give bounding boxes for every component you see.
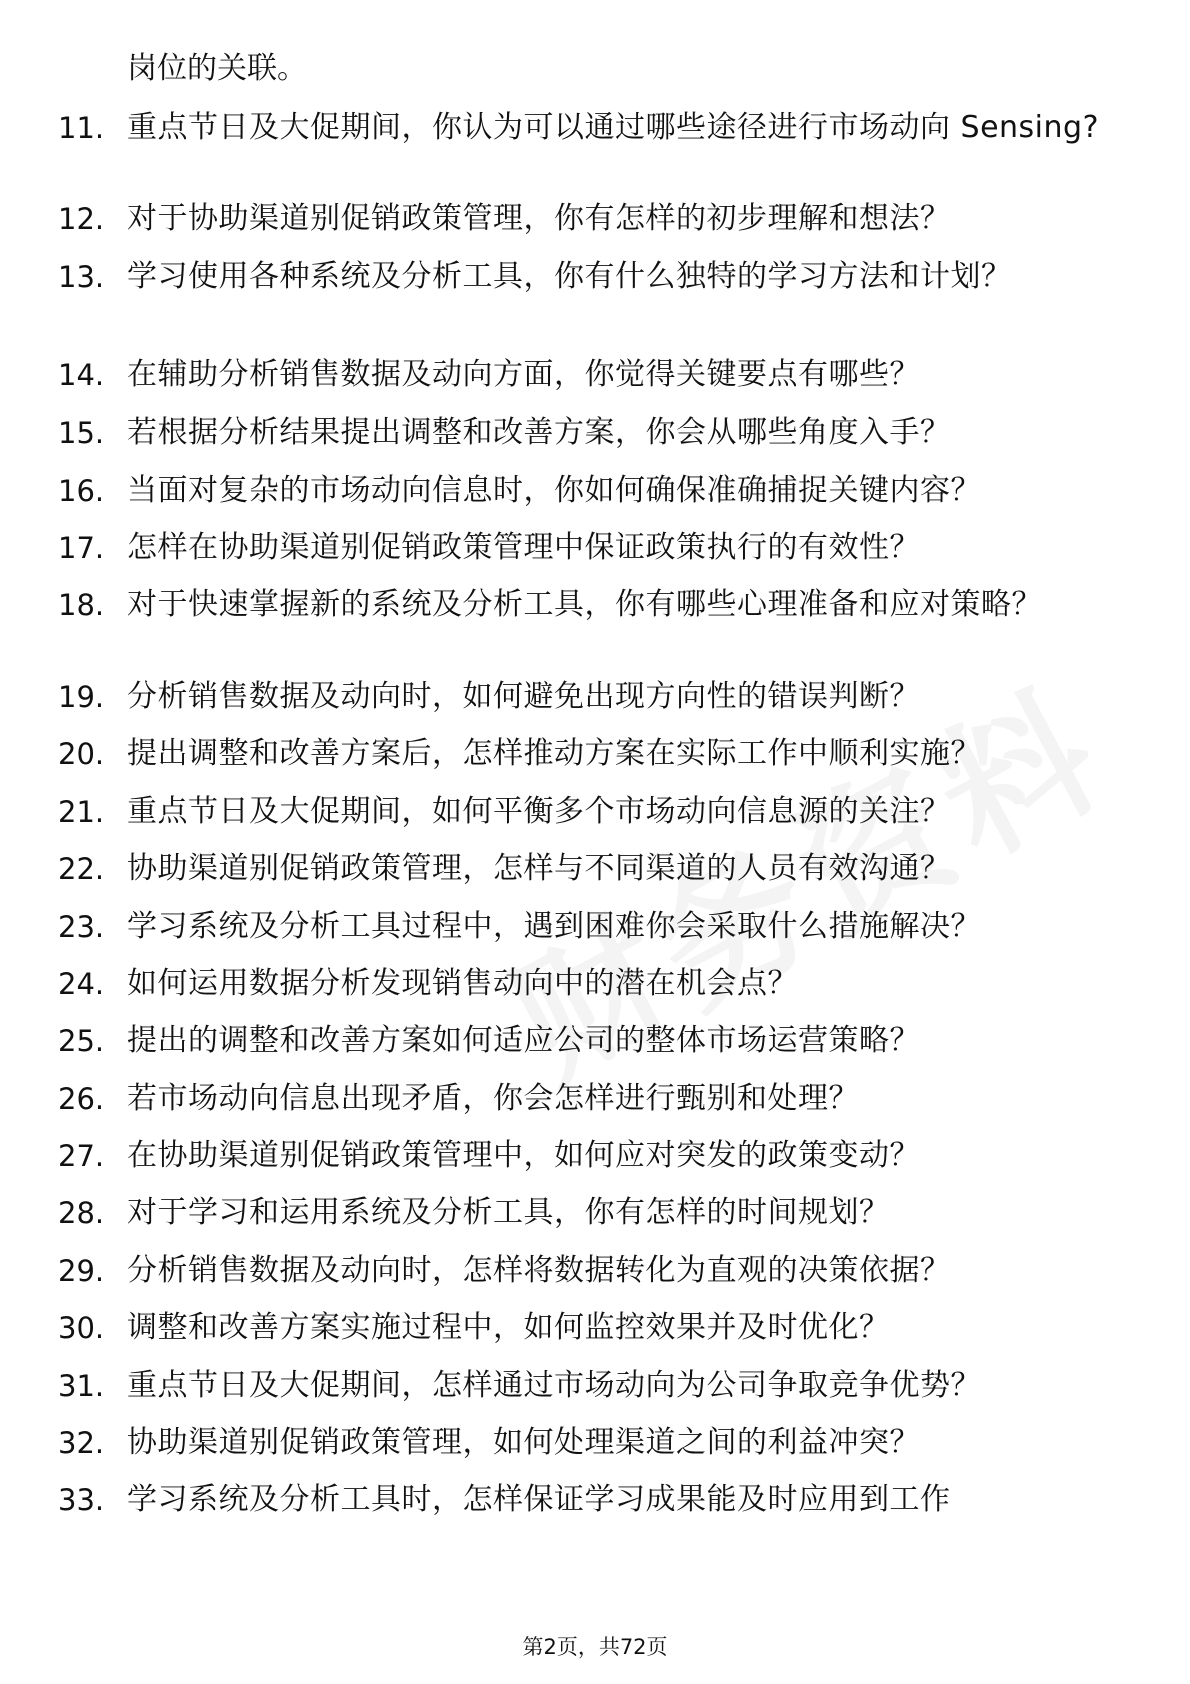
- question-text: 分析销售数据及动向时，怎样将数据转化为直观的决策依据？: [127, 1253, 951, 1288]
- continuation-text: 岗位的关联。: [127, 51, 307, 86]
- question-number: 11.: [58, 111, 105, 145]
- question-text: 学习系统及分析工具过程中，遇到困难你会采取什么措施解决？: [127, 909, 981, 944]
- question-number: 24.: [58, 967, 105, 1001]
- question-text: 对于快速掌握新的系统及分析工具，你有哪些心理准备和应对策略？: [127, 587, 1042, 622]
- question-number: 14.: [58, 358, 105, 392]
- question-number: 32.: [58, 1426, 105, 1460]
- question-text: 提出调整和改善方案后，怎样推动方案在实际工作中顺利实施？: [127, 736, 981, 771]
- question-text: 在辅助分析销售数据及动向方面，你觉得关键要点有哪些？: [127, 357, 920, 392]
- question-text: 提出的调整和改善方案如何适应公司的整体市场运营策略？: [127, 1023, 920, 1058]
- question-text: 调整和改善方案实施过程中，如何监控效果并及时优化？: [127, 1310, 890, 1345]
- question-number: 29.: [58, 1254, 105, 1288]
- question-text: 协助渠道别促销政策管理，如何处理渠道之间的利益冲突？: [127, 1425, 920, 1460]
- page-footer: 第2页，共72页: [522, 1635, 668, 1659]
- question-number: 20.: [58, 737, 105, 771]
- question-text: 如何运用数据分析发现销售动向中的潜在机会点？: [127, 966, 798, 1001]
- question-text: 重点节日及大促期间，怎样通过市场动向为公司争取竞争优势？: [127, 1368, 981, 1403]
- question-text: 若根据分析结果提出调整和改善方案，你会从哪些角度入手？: [127, 415, 951, 450]
- question-text: 若市场动向信息出现矛盾，你会怎样进行甄别和处理？: [127, 1081, 859, 1116]
- question-text: 学习使用各种系统及分析工具，你有什么独特的学习方法和计划？: [127, 259, 1012, 294]
- question-number: 19.: [58, 680, 105, 714]
- question-number: 26.: [58, 1082, 105, 1116]
- question-text: 怎样在协助渠道别促销政策管理中保证政策执行的有效性？: [127, 530, 920, 565]
- question-number: 13.: [58, 260, 105, 294]
- question-number: 25.: [58, 1024, 105, 1058]
- question-number: 30.: [58, 1311, 105, 1345]
- question-number: 28.: [58, 1196, 105, 1230]
- question-number: 17.: [58, 531, 105, 565]
- question-text: 对于学习和运用系统及分析工具，你有怎样的时间规划？: [127, 1195, 890, 1230]
- question-text: 当面对复杂的市场动向信息时，你如何确保准确捕捉关键内容？: [127, 473, 981, 508]
- question-text: 协助渠道别促销政策管理，怎样与不同渠道的人员有效沟通？: [127, 851, 951, 886]
- question-number: 27.: [58, 1139, 105, 1173]
- question-number: 31.: [58, 1369, 105, 1403]
- question-number: 16.: [58, 474, 105, 508]
- question-number: 33.: [58, 1483, 105, 1517]
- question-number: 22.: [58, 852, 105, 886]
- question-text: 重点节日及大促期间，如何平衡多个市场动向信息源的关注？: [127, 794, 951, 829]
- question-text: 分析销售数据及动向时，如何避免出现方向性的错误判断？: [127, 679, 920, 714]
- question-text: 对于协助渠道别促销政策管理，你有怎样的初步理解和想法？: [127, 201, 951, 236]
- question-text: 学习系统及分析工具时，怎样保证学习成果能及时应用到工作: [127, 1482, 951, 1517]
- question-number: 21.: [58, 795, 105, 829]
- question-number: 18.: [58, 588, 105, 622]
- question-number: 23.: [58, 910, 105, 944]
- question-number: 15.: [58, 416, 105, 450]
- question-text: 重点节日及大促期间，你认为可以通过哪些途径进行市场动向 Sensing?: [127, 110, 1099, 145]
- question-number: 12.: [58, 202, 105, 236]
- question-text: 在协助渠道别促销政策管理中，如何应对突发的政策变动？: [127, 1138, 920, 1173]
